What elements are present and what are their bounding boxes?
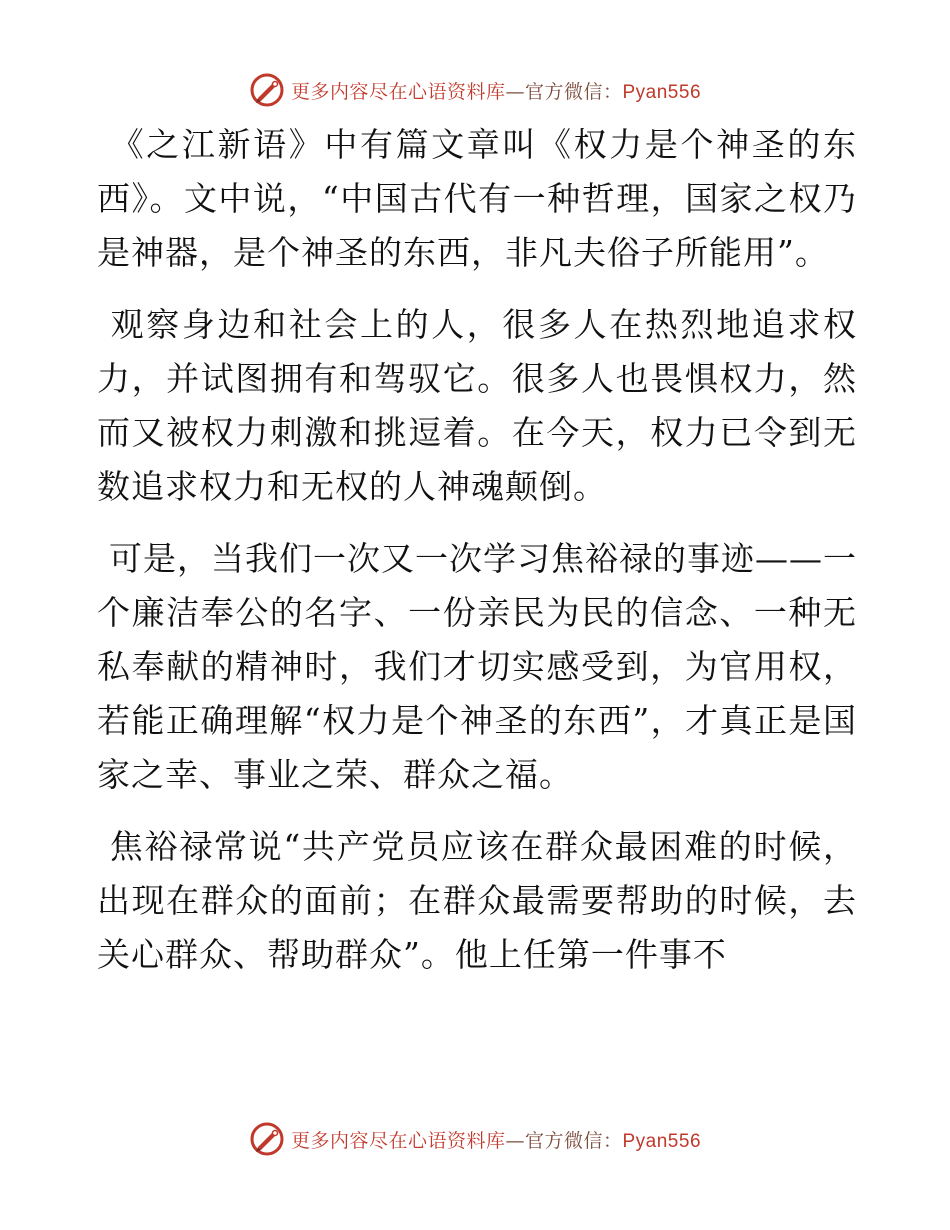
header-watermark xyxy=(0,70,950,110)
watermark-separator: — xyxy=(505,1129,525,1152)
watermark-text xyxy=(291,1126,701,1153)
paragraph-text: 可是，当我们一次又一次学习焦裕禄的事迹——一个廉洁奉公的名字、一份亲民为民的信念、一种无私奉献的精神时，我们才切实感受到，为官用权，若能正确理解“权力是个神圣的东西”，才真正是国家之幸、事业之荣、群众之福。 xyxy=(97,539,857,794)
watermark-official-label: 官方微信： xyxy=(524,1129,623,1152)
paragraph-text: 《之江新语》中有篇文章叫《权力是个神圣的东西》。文中说，“中国古代有一种哲理，国家之权乃是神器，是个神圣的东西，非凡夫俗子所能用”。 xyxy=(97,125,857,272)
paragraph-4 xyxy=(97,820,857,982)
watermark-main-text: 更多内容尽在心语资料库 xyxy=(290,1129,506,1152)
paragraph-2 xyxy=(97,298,857,514)
paragraph-text: 焦裕禄常说“共产党员应该在群众最困难的时候，出现在群众的面前；在群众最需要帮助的时候，去关心群众、帮助群众”。他上任第一件事不 xyxy=(97,827,857,974)
watermark-official-label: 官方微信： xyxy=(524,80,623,103)
paragraph-3 xyxy=(97,532,857,802)
article-body xyxy=(97,118,857,1000)
watermark-main-text: 更多内容尽在心语资料库 xyxy=(290,80,506,103)
pen-logo-icon xyxy=(249,72,285,108)
paragraph-text: 观察身边和社会上的人，很多人在热烈地追求权力，并试图拥有和驾驭它。很多人也畏惧权力，然而又被权力刺激和挑逗着。在今天，权力已令到无数追求权力和无权的人神魂颠倒。 xyxy=(97,305,857,506)
watermark-wechat-id: Pyan556 xyxy=(622,1130,702,1152)
footer-watermark xyxy=(0,1119,950,1159)
watermark-wechat-id: Pyan556 xyxy=(622,81,702,103)
pen-logo-icon xyxy=(249,1121,285,1157)
watermark-text xyxy=(291,77,701,104)
paragraph-1 xyxy=(97,118,857,280)
watermark-separator: — xyxy=(505,80,525,103)
